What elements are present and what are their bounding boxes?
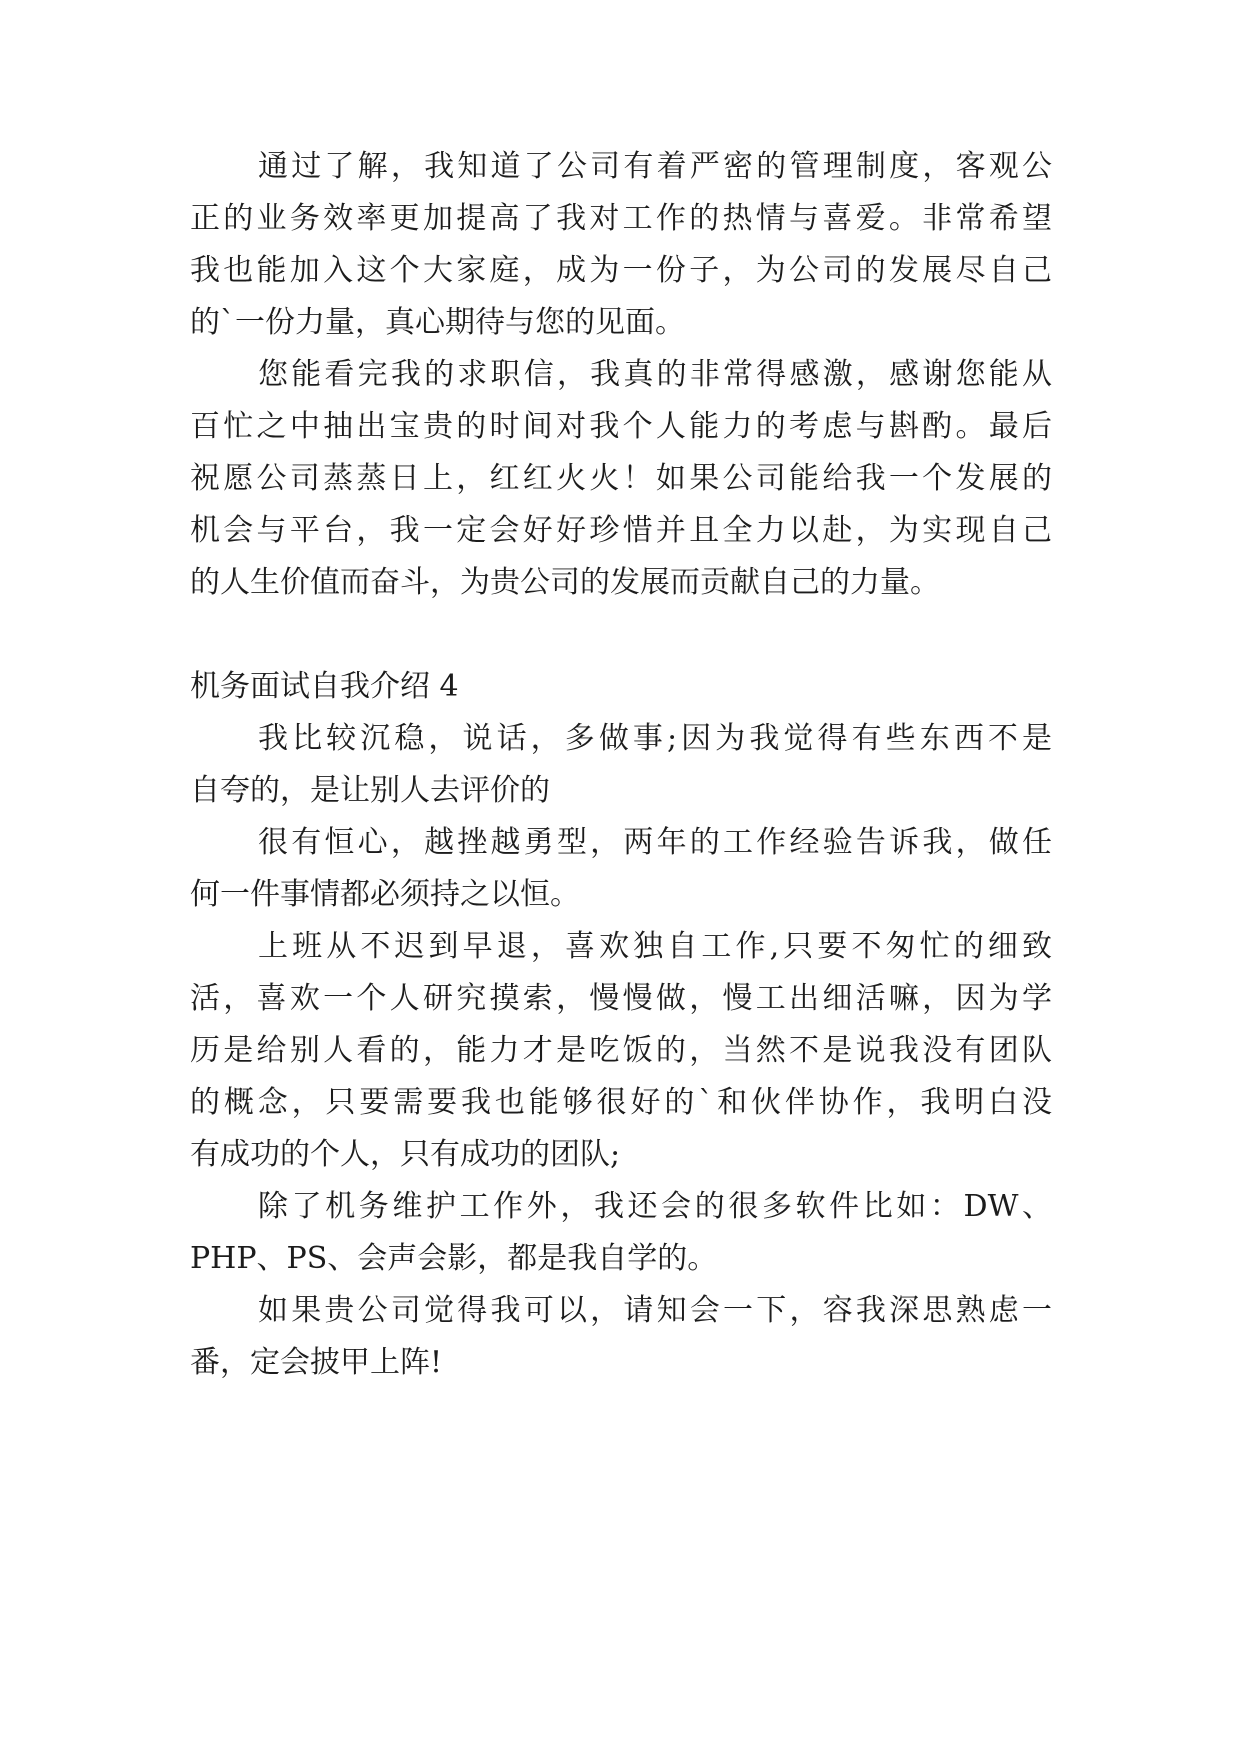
paragraph [190, 349, 1052, 609]
paragraph [190, 1181, 1052, 1285]
paragraph [190, 817, 1052, 921]
text-line: 很有恒心，越挫越勇型，两年的工作经验告诉我，做任 [258, 825, 1052, 860]
text-line: 百忙之中抽出宝贵的时间对我个人能力的考虑与斟酌。最后 [190, 409, 1052, 444]
text-line: 上班从不迟到早退，喜欢独自工作,只要不匆忙的细致 [258, 929, 1052, 964]
text-line: PHP、PS、会声会影，都是我自学的。 [190, 1241, 718, 1276]
text-line: 如果贵公司觉得我可以，请知会一下，容我深思熟虑一 [258, 1293, 1052, 1328]
text-line: 的人生价值而奋斗，为贵公司的发展而贡献自己的力量。 [190, 565, 940, 600]
text-line: 何一件事情都必须持之以恒。 [190, 877, 580, 912]
text-line: 机会与平台，我一定会好好珍惜并且全力以赴，为实现自己 [190, 513, 1052, 548]
paragraph [190, 1285, 1052, 1389]
text-line: 除了机务维护工作外，我还会的很多软件比如：DW、 [258, 1189, 1052, 1224]
text-line: 活，喜欢一个人研究摸索，慢慢做，慢工出细活嘛，因为学 [190, 981, 1052, 1016]
section-paragraphs [190, 713, 1052, 1389]
text-line: 番，定会披甲上阵! [190, 1345, 443, 1380]
paragraph [190, 713, 1052, 817]
document-body [190, 141, 1052, 1389]
text-line: 的`一份力量，真心期待与您的见面。 [190, 305, 685, 340]
section-heading: 机务面试自我介绍 4 [190, 669, 459, 704]
text-line: 祝愿公司蒸蒸日上，红红火火！如果公司能给我一个发展的 [190, 461, 1052, 496]
text-line: 正的业务效率更加提高了我对工作的热情与喜爱。非常希望 [190, 201, 1052, 236]
text-line: 有成功的个人，只有成功的团队; [190, 1137, 621, 1172]
text-line: 我比较沉稳，说话，多做事;因为我觉得有些东西不是 [258, 721, 1052, 756]
text-line: 自夸的，是让别人去评价的 [190, 773, 550, 808]
text-line: 历是给别人看的，能力才是吃饭的，当然不是说我没有团队 [190, 1033, 1052, 1068]
paragraph [190, 921, 1052, 1181]
intro-paragraphs [190, 141, 1052, 609]
text-line: 您能看完我的求职信，我真的非常得感激，感谢您能从 [258, 357, 1052, 392]
text-line: 的概念，只要需要我也能够很好的`和伙伴协作，我明白没 [190, 1085, 1052, 1120]
text-line: 我也能加入这个大家庭，成为一份子，为公司的发展尽自己 [190, 253, 1052, 288]
paragraph [190, 141, 1052, 349]
text-line: 通过了解，我知道了公司有着严密的管理制度，客观公 [258, 149, 1052, 184]
